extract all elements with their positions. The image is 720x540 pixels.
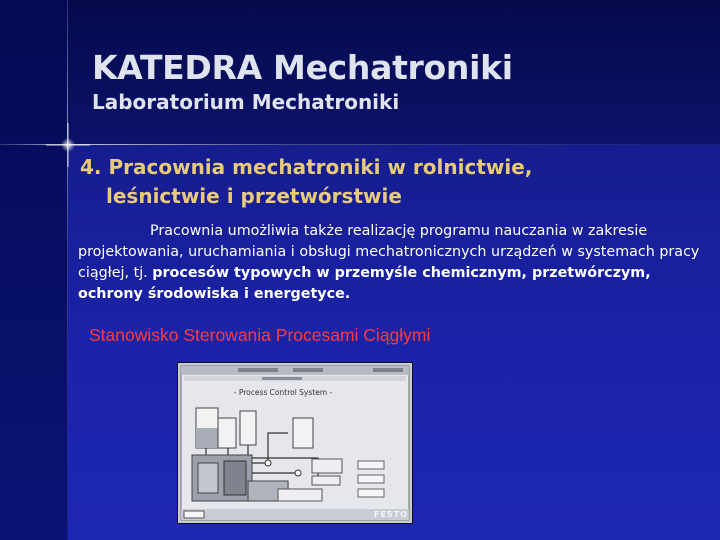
body-paragraph: [78, 221, 704, 305]
body-text-bold: procesów typowych w przemyśle chemicznym, przetwórczym, ochrony środowiska i energetyce.: [78, 265, 651, 302]
festo-logo: FESTO: [374, 510, 408, 519]
process-control-screen-image: [178, 363, 412, 523]
section-heading-line1: 4. Pracownia mechatroniki w rolnictwie,: [80, 155, 533, 179]
control-system-photo: [177, 362, 413, 524]
vertical-divider: [67, 0, 68, 540]
left-band: [0, 0, 68, 540]
slide-title: KATEDRA Mechatroniki: [92, 48, 513, 87]
slide-subtitle: Laboratorium Mechatroniki: [92, 90, 400, 114]
screen-title-text: - Process Control System -: [233, 388, 333, 397]
body-text-regular: Pracownia umożliwia także realizację programu nauczania w zakresie projektowania, uruchamiania i obsługi mechatronicznych urządzeń w systemach pracy ciągłej, tj.: [78, 223, 700, 281]
horizontal-divider: [0, 144, 720, 145]
photo-caption: Stanowisko Sterowania Procesami Ciągłymi: [89, 325, 431, 345]
section-heading-line2: leśnictwie i przetwórstwie: [106, 184, 402, 208]
section-heading: [80, 153, 700, 211]
